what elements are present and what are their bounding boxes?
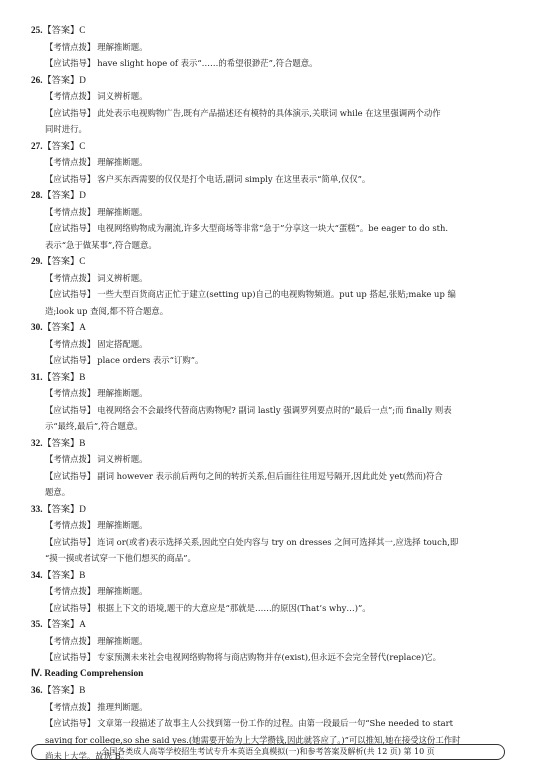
guide-label: 【应试指导】 [45, 602, 96, 613]
answer-value: D [79, 503, 86, 514]
guide-label: 【应试指导】 [45, 223, 96, 233]
answer-label: 【答案】 [42, 371, 80, 382]
point-line [31, 583, 501, 600]
answer-label: 【答案】 [42, 322, 80, 332]
guide-label: 【应试指导】 [45, 355, 96, 365]
guide-label: 【应试指导】 [45, 652, 96, 662]
answer-item [31, 616, 501, 666]
guide-text: 电视网络会不会最终代替商店购物呢? 副词 lastly 强调罗列要点时的“最后一点”;而 finally 则表 [97, 404, 452, 415]
answer-label: 【答案】 [42, 685, 80, 695]
answer-label: 【答案】 [42, 74, 80, 85]
answer-value: A [79, 619, 86, 629]
point-label: 【考情点拨】 [45, 41, 96, 52]
answer-value: C [79, 140, 86, 151]
guide-line [31, 600, 501, 617]
point-line [31, 451, 501, 468]
guide-line [31, 468, 501, 485]
answer-item [31, 22, 501, 72]
guide-line [31, 352, 501, 369]
guide-continuation: 表示“急于做某事”,符合题意。 [45, 239, 157, 250]
guide-label: 【应试指导】 [45, 58, 96, 68]
question-number: 33. [31, 503, 43, 514]
answer-label: 【答案】 [42, 569, 80, 580]
answer-label: 【答案】 [42, 140, 80, 151]
question-number: 35. [31, 619, 43, 629]
question-number: 27. [31, 140, 43, 151]
guide-text: have slight hope of 表示“……的希望很渺茫”,符合题意。 [97, 58, 318, 68]
guide-text: 一些大型百货商店正忙于建立(setting up)自己的电视购物频道。put up 搭起,张贴;make up 编 [97, 289, 456, 299]
answer-line [31, 72, 501, 89]
guide-label: 【应试指导】 [45, 404, 96, 415]
point-label: 【考情点拨】 [45, 272, 96, 283]
guide-line [31, 534, 501, 551]
point-text: 固定搭配题。 [97, 338, 148, 349]
answer-value: D [79, 190, 86, 200]
point-text: 理解推断题。 [97, 586, 148, 596]
point-label: 【考情点拨】 [45, 388, 96, 398]
answer-value: A [79, 322, 86, 332]
guide-text: 电视网络购物成为潮流,许多大型商场等非常“急于”分享这一块大“蛋糕”。be eager to do sth. [97, 223, 449, 233]
answer-line [31, 682, 501, 699]
point-line [31, 204, 501, 221]
guide-label: 【应试指导】 [45, 173, 96, 184]
answer-value: C [79, 256, 86, 266]
point-label: 【考情点拨】 [45, 586, 96, 596]
point-line [31, 633, 501, 650]
point-text: 理解推断题。 [97, 388, 148, 398]
question-number: 29. [31, 256, 43, 266]
answer-line [31, 187, 501, 204]
guide-text: 客户买东西需要的仅仅是打个电话,副词 simply 在这里表示“简单,仅仅”。 [97, 173, 371, 184]
point-text: 理解推断题。 [97, 635, 148, 646]
point-label: 【考情点拨】 [45, 454, 96, 464]
answer-line [31, 22, 501, 39]
guide-text: place orders 表示“订购”。 [97, 355, 204, 365]
answer-item [31, 567, 501, 617]
guide-text: 副词 however 表示前后两句之间的转折关系,但后面往往用逗号隔开,因此此处 yet(然而)符合 [97, 470, 443, 481]
answer-line [31, 369, 501, 386]
point-line [31, 385, 501, 402]
question-number: 28. [31, 190, 43, 200]
guide-text: 根据上下文的语境,题干的大意应是“那就是……的原因(That’s why…)”。 [97, 602, 371, 613]
answer-value: C [79, 25, 86, 35]
answer-label: 【答案】 [42, 25, 80, 35]
guide-text: 此处表示电视购物广告,既有产品描述还有模特的具体演示,关联词 while 在这里强调两个动作 [97, 107, 441, 118]
point-line [31, 39, 501, 56]
point-label: 【考情点拨】 [45, 157, 96, 167]
guide-text: 专家预测未来社会电视网络购物将与商店购物并存(exist),但永远不会完全替代(replace)它。 [97, 652, 442, 662]
guide-continuation: 示“最终,最后”,符合题意。 [45, 421, 143, 431]
answer-value: B [79, 437, 86, 448]
answer-list [31, 22, 501, 666]
point-text: 理解推断题。 [97, 157, 148, 167]
point-text: 理解推断题。 [97, 41, 148, 52]
question-number: 32. [31, 437, 43, 448]
point-label: 【考情点拨】 [45, 701, 96, 712]
answer-line [31, 567, 501, 584]
answer-label: 【答案】 [42, 437, 80, 448]
question-number: 31. [31, 371, 43, 382]
point-text: 理解推断题。 [97, 206, 148, 217]
question-number: 26. [31, 74, 43, 85]
page-footer: 全国各类成人高等学校招生考试专升本英语全真模拟(一)和参考答案及解析(共 12 页) 第 10 页 [31, 744, 505, 760]
answer-line [31, 253, 501, 270]
guide-line [31, 105, 501, 122]
question-number: 25. [31, 25, 43, 35]
answer-line [31, 435, 501, 452]
guide-continuation: 造;look up 查阅,都不符合题意。 [45, 305, 169, 316]
answer-value: D [79, 74, 86, 85]
point-line [31, 336, 501, 353]
answer-item [31, 501, 501, 567]
guide-continuation: 同时进行。 [45, 124, 87, 134]
point-label: 【考情点拨】 [45, 520, 96, 530]
point-label: 【考情点拨】 [45, 635, 96, 646]
answer-item [31, 435, 501, 501]
answer-label: 【答案】 [42, 190, 80, 200]
guide-continuation: saving for college,so she said yes.(她需要开始为上大学攒钱,因此就答应了。)”可以推知,她在接受这份工作时 [45, 734, 461, 745]
point-label: 【考情点拨】 [45, 91, 96, 101]
guide-line [31, 220, 501, 237]
guide-text: 连词 or(或者)表示选择关系,因此空白处内容与 try on dresses 之间可选择其一,应选择 touch,即 [97, 536, 459, 547]
answer-label: 【答案】 [42, 619, 80, 629]
point-text: 词义辨析题。 [97, 272, 148, 283]
guide-line [31, 649, 501, 666]
point-line [31, 270, 501, 287]
guide-continuation: 题意。 [45, 487, 71, 497]
guide-continuation: “摸一摸或者试穿一下他们想买的商品”。 [45, 553, 196, 563]
question-number: 36. [31, 685, 43, 695]
answer-label: 【答案】 [42, 256, 80, 266]
answer-line [31, 501, 501, 518]
guide-continuation: 尚未上大学。故选 B。 [45, 751, 130, 761]
answer-label: 【答案】 [42, 503, 80, 514]
point-text: 词义辨析题。 [97, 454, 148, 464]
answer-item [31, 72, 501, 138]
answer-value: B [79, 371, 86, 382]
answer-line [31, 138, 501, 155]
point-text: 推理判断题。 [97, 701, 148, 712]
question-number: 30. [31, 322, 43, 332]
guide-label: 【应试指导】 [45, 718, 96, 728]
answer-value: B [79, 685, 86, 695]
guide-label: 【应试指导】 [45, 107, 96, 118]
point-text: 词义辨析题。 [97, 91, 148, 101]
guide-label: 【应试指导】 [45, 470, 96, 481]
answer-value: B [79, 569, 86, 580]
guide-line [31, 171, 501, 188]
question-number: 34. [31, 569, 43, 580]
section-title: Ⅳ. Reading Comprehension [31, 668, 144, 679]
answer-item [31, 369, 501, 435]
guide-line [31, 286, 501, 303]
answer-item [31, 253, 501, 319]
answer-item [31, 187, 501, 253]
point-label: 【考情点拨】 [45, 206, 96, 217]
guide-line [31, 55, 501, 72]
point-line [31, 517, 501, 534]
point-line [31, 154, 501, 171]
point-label: 【考情点拨】 [45, 338, 96, 349]
guide-line [31, 402, 501, 419]
answer-line [31, 319, 501, 336]
answer-item [31, 138, 501, 188]
guide-label: 【应试指导】 [45, 289, 96, 299]
point-text: 理解推断题。 [97, 520, 148, 530]
answer-item [31, 319, 501, 369]
point-line [31, 699, 501, 716]
guide-line [31, 715, 501, 732]
guide-label: 【应试指导】 [45, 536, 96, 547]
point-line [31, 88, 501, 105]
answer-line [31, 616, 501, 633]
guide-text: 文章第一段描述了故事主人公找到第一份工作的过程。由第一段最后一句“She needed to start [97, 718, 454, 728]
